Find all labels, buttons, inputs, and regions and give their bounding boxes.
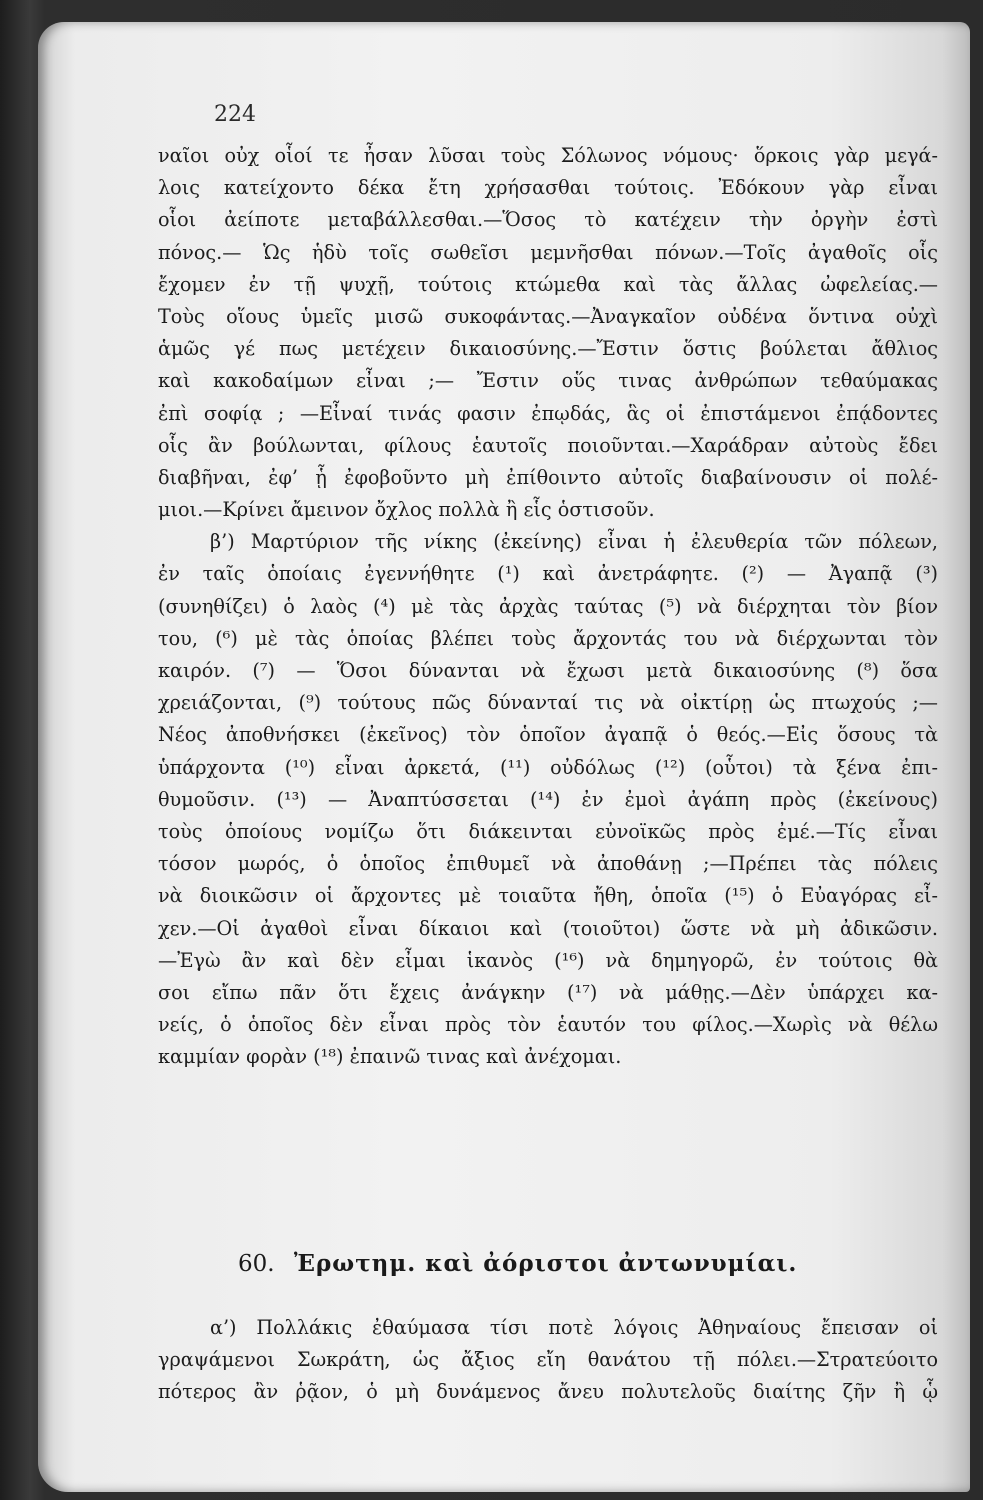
section-title: Ἐρωτημ. καὶ ἀόριστοι ἀντωνυμίαι.	[293, 1250, 798, 1277]
text-line: β’) Μαρτύριον τῆς νίκης (ἐκείνης) εἶναι ἡ ἐλευθερία τῶν πόλεων,	[210, 530, 938, 554]
page-number: 224	[214, 102, 256, 127]
text-line: μιοι.—Κρίνει ἄμεινον ὄχλος πολλὰ ἢ εἷς ὁστισοῦν.	[158, 498, 655, 522]
exercise-text	[158, 140, 938, 1073]
text-line: νὰ διοικῶσιν οἱ ἄρχοντες μὲ τοιαῦτα ἤθη, ὁποῖα (¹⁵) ὁ Εὐαγόρας εἶ-	[158, 884, 938, 908]
text-line: λοις κατείχοντο δέκα ἔτη χρήσασθαι τούτοις. Ἐδόκουν γὰρ εἶναι	[158, 176, 938, 200]
text-line: θυμοῦσιν. (¹³) — Ἀναπτύσσεται (¹⁴) ἐν ἐμοὶ ἀγάπη πρὸς (ἐκείνους)	[158, 787, 938, 811]
text-line: ἐπὶ σοφίᾳ ; —Εἶναί τινάς φασιν ἐπῳδάς, ἃς οἱ ἐπιστάμενοι ἐπᾴδοντες	[158, 401, 938, 425]
text-line: διαβῆναι, ἐφ’ ᾗ ἐφοβοῦντο μὴ ἐπίθοιντο αὐτοῖς διαβαίνουσιν οἱ πολέ-	[158, 465, 938, 489]
text-line: του, (⁶) μὲ τὰς ὁποίας βλέπει τοὺς ἄρχοντάς του νὰ διέρχωνται τὸν	[158, 626, 938, 650]
text-line: τόσον μωρός, ὁ ὁποῖος ἐπιθυμεῖ νὰ ἀποθάνῃ ;—Πρέπει τὰς πόλεις	[158, 852, 938, 876]
text-line: οἷοι ἀείποτε μεταβάλλεσθαι.—Ὅσος τὸ κατέχειν τὴν ὀργὴν ἐστὶ	[158, 208, 938, 232]
text-line: πόνος.— Ὡς ἡδὺ τοῖς σωθεῖσι μεμνῆσθαι πόνων.—Τοῖς ἀγαθοῖς οἷς	[158, 240, 938, 264]
text-line: χρειάζονται, (⁹) τούτους πῶς δύνανταί τις νὰ οἰκτίρῃ ὡς πτωχούς ;—	[158, 691, 938, 715]
section-heading	[238, 1250, 858, 1277]
text-line: καιρόν. (⁷) — Ὅσοι δύνανται νὰ ἔχωσι μετὰ δικαιοσύνης (⁸) ὅσα	[158, 659, 938, 682]
text-line: χεν.—Οἱ ἀγαθοὶ εἶναι δίκαιοι καὶ (τοιοῦτοι) ὥστε νὰ μὴ ἀδικῶσιν.	[158, 916, 938, 940]
text-line: Τοὺς οἵους ὑμεῖς μισῶ συκοφάντας.—Ἀναγκαῖον οὐδένα ὅντινα οὐχὶ	[158, 304, 938, 328]
text-line: καμμίαν φορὰν (¹⁸) ἐπαινῶ τινας καὶ ἀνέχομαι.	[158, 1045, 622, 1069]
text-line: οἷς ἂν βούλωνται, φίλους ἑαυτοῖς ποιοῦνται.—Χαράδραν αὐτοὺς ἔδει	[158, 433, 938, 457]
text-line: Νέος ἀποθνήσκει (ἐκεῖνος) τὸν ὁποῖον ἀγαπᾷ ὁ θεός.—Εἰς ὅσους τὰ	[158, 723, 938, 747]
text-line: α’) Πολλάκις ἐθαύμασα τίσι ποτὲ λόγοις Ἀθηναίους ἔπεισαν οἱ	[210, 1316, 938, 1339]
text-line: ὑπάρχοντα (¹⁰) εἶναι ἀρκετά, (¹¹) οὐδόλως (¹²) (οὗτοι) τὰ ξένα ἐπι-	[158, 755, 938, 779]
section-number: 60.	[238, 1251, 275, 1277]
text-line: ἁμῶς γέ πως μετέχειν δικαιοσύνης.—Ἔστιν ὅστις βούλεται ἄθλιος	[158, 337, 938, 361]
text-line: τοὺς ὁποίους νομίζω ὅτι διάκεινται εὐνοϊκῶς πρὸς ἐμέ.—Τίς εἶναι	[158, 819, 938, 843]
text-line: ἐν ταῖς ὁποίαις ἐγεννήθητε (¹) καὶ ἀνετράφητε. (²) — Ἀγαπᾷ (³)	[158, 562, 938, 586]
exercise-text-2	[158, 1312, 938, 1409]
text-line: ναῖοι οὐχ οἷοί τε ἦσαν λῦσαι τοὺς Σόλωνος νόμους· ὅρκοις γὰρ μεγά-	[158, 144, 938, 167]
text-line: καὶ κακοδαίμων εἶναι ;— Ἔστιν οὕς τινας ἀνθρώπων τεθαύμακας	[158, 369, 938, 393]
text-line: ἔχομεν ἐν τῇ ψυχῇ, τούτοις κτώμεθα καὶ τὰς ἄλλας ὠφελείας.—	[158, 272, 938, 296]
book-page	[38, 22, 970, 1492]
text-line: σοι εἴπω πᾶν ὅτι ἔχεις ἀνάγκην (¹⁷) νὰ μάθῃς.—Δὲν ὑπάρχει κα-	[158, 980, 938, 1004]
text-line: —Ἐγὼ ἂν καὶ δὲν εἶμαι ἱκανὸς (¹⁶) νὰ δημηγορῶ, ἐν τούτοις θὰ	[158, 948, 938, 972]
text-line: νείς, ὁ ὁποῖος δὲν εἶναι πρὸς τὸν ἑαυτόν του φίλος.—Χωρὶς νὰ θέλω	[158, 1013, 938, 1037]
text-line: γραψάμενοι Σωκράτη, ὡς ἄξιος εἴη θανάτου τῇ πόλει.—Στρατεύοιτο	[158, 1348, 938, 1372]
text-line: (συνηθίζει) ὁ λαὸς (⁴) μὲ τὰς ἀρχὰς ταύτας (⁵) νὰ διέρχηται τὸν βίον	[158, 594, 938, 618]
text-line: πότερος ἂν ῥᾷον, ὁ μὴ δυνάμενος ἄνευ πολυτελοῦς διαίτης ζῆν ἢ ᾧ	[158, 1380, 938, 1404]
